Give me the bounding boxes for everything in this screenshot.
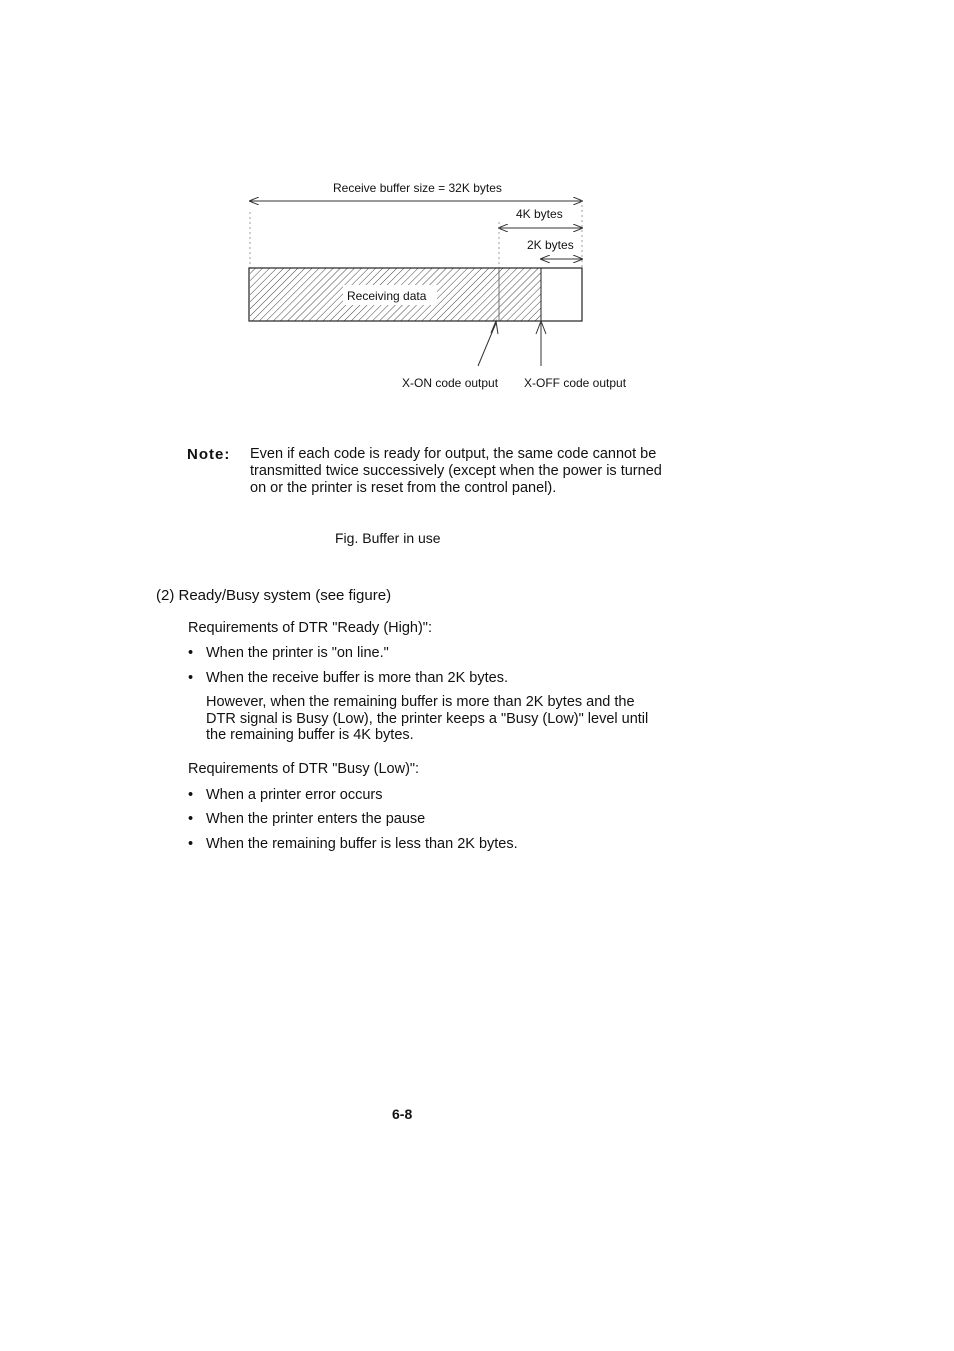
ready-bullet-item bbox=[188, 645, 389, 661]
note-text bbox=[250, 446, 710, 497]
bullet-text: When the printer enters the pause bbox=[206, 811, 426, 827]
k2-label: 2K bytes bbox=[527, 238, 574, 252]
receiving-data-label: Receiving data bbox=[347, 289, 427, 303]
bullet-text: When a printer error occurs bbox=[206, 787, 383, 803]
bullet-glyph: • bbox=[188, 645, 194, 661]
ready-requirements-intro: Requirements of DTR "Ready (High)": bbox=[188, 620, 432, 636]
bullet-text: When the receive buffer is more than 2K bytes. bbox=[206, 670, 508, 686]
paragraph-line: DTR signal is Busy (Low), the printer keeps a "Busy (Low)" level until bbox=[206, 710, 649, 727]
however-paragraph bbox=[206, 694, 706, 744]
xon-label: X-ON code output bbox=[402, 376, 499, 390]
bullet-glyph: • bbox=[188, 836, 194, 852]
k4-label: 4K bytes bbox=[516, 207, 563, 221]
note-line: Even if each code is ready for output, the same code cannot be bbox=[250, 446, 657, 462]
busy-requirements-intro: Requirements of DTR "Busy (Low)": bbox=[188, 761, 420, 777]
section-heading: (2) Ready/Busy system (see figure) bbox=[156, 587, 392, 604]
bullet-glyph: • bbox=[188, 670, 194, 686]
busy-bullet-item bbox=[188, 836, 518, 852]
buffer-diagram bbox=[0, 0, 954, 420]
buffer-diagram-graphic bbox=[0, 0, 954, 420]
note-line: transmitted twice successively (except when the power is turned bbox=[250, 463, 662, 479]
figure-caption: Fig. Buffer in use bbox=[335, 530, 441, 546]
paragraph-line: However, when the remaining buffer is more than 2K bytes and the bbox=[206, 694, 635, 710]
page-number: 6-8 bbox=[392, 1106, 413, 1122]
xoff-label: X-OFF code output bbox=[524, 376, 627, 390]
bullet-glyph: • bbox=[188, 787, 194, 803]
bullet-text: When the printer is "on line." bbox=[206, 645, 389, 661]
paragraph-line: the remaining buffer is 4K bytes. bbox=[206, 727, 414, 743]
bullet-glyph: • bbox=[188, 811, 194, 827]
bullet-text: When the remaining buffer is less than 2K bytes. bbox=[206, 836, 518, 852]
ready-bullet-item bbox=[188, 670, 508, 686]
buffer-size-label: Receive buffer size = 32K bytes bbox=[333, 181, 502, 195]
busy-bullet-item bbox=[188, 787, 382, 803]
xon-pointer bbox=[478, 323, 496, 366]
note-line: on or the printer is reset from the control panel). bbox=[250, 480, 557, 496]
busy-bullet-item bbox=[188, 811, 425, 827]
note-label: Note: bbox=[187, 446, 231, 463]
